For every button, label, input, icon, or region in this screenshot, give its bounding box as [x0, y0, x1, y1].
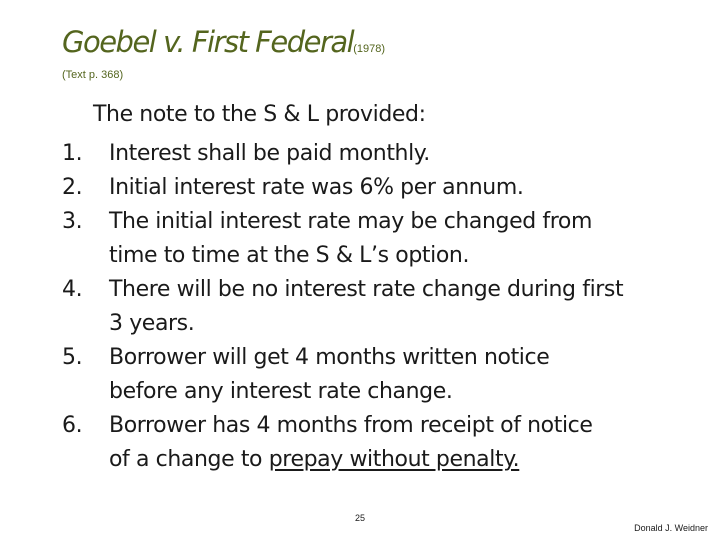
- text-reference: (Text p. 368): [62, 69, 124, 81]
- list-item: [62, 341, 702, 409]
- item-text-line-2: time to time at the S & L’s option.: [109, 243, 470, 268]
- item-number: 1.: [62, 141, 83, 166]
- item-number: 3.: [62, 209, 83, 234]
- case-name: Goebel v. First Federal: [62, 25, 354, 59]
- author-credit: Donald J. Weidner: [634, 523, 708, 533]
- item-number: 6.: [62, 413, 83, 438]
- list-item: [62, 409, 702, 477]
- item-number: 2.: [62, 175, 83, 200]
- item-text-line-1: The initial interest rate may be changed from: [109, 209, 593, 234]
- item-text-line-2: [109, 443, 702, 477]
- item-text-line-2: before any interest rate change.: [109, 379, 453, 404]
- item-text: Interest shall be paid monthly.: [109, 141, 430, 166]
- list-item: [62, 137, 702, 171]
- item-text-line-2: 3 years.: [109, 311, 195, 336]
- case-year: (1978): [353, 43, 385, 55]
- item-text-prefix: of a change to: [109, 447, 269, 472]
- page-number: 25: [355, 513, 366, 523]
- underlined-phrase: prepay without penalty.: [268, 447, 520, 472]
- item-text-line-1: Borrower has 4 months from receipt of notice: [109, 413, 593, 438]
- list-item: [62, 205, 702, 273]
- item-text-line-1: Borrower will get 4 months written notice: [109, 345, 550, 370]
- item-number: 5.: [62, 345, 83, 370]
- intro-line: The note to the S & L provided:: [93, 102, 426, 127]
- item-text: Initial interest rate was 6% per annum.: [109, 175, 524, 200]
- list-item: [62, 273, 702, 341]
- item-number: 4.: [62, 277, 83, 302]
- slide-title: [62, 25, 385, 59]
- item-text-line-1: There will be no interest rate change during first: [109, 277, 624, 302]
- provisions-list: [62, 137, 702, 477]
- list-item: [62, 171, 702, 205]
